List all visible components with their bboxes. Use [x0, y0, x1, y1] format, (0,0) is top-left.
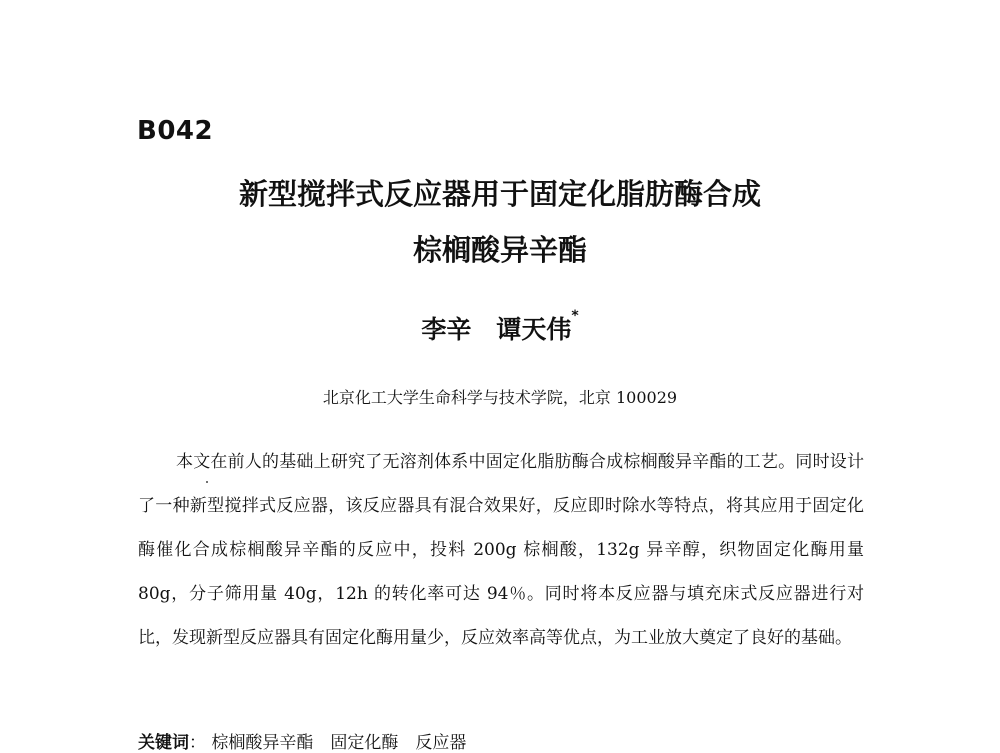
author-list — [0, 310, 1000, 346]
classification-code: B042 — [137, 116, 214, 146]
author-names: 李辛 谭天伟 — [421, 315, 572, 344]
paper-title-line-2: 棕榈酸异辛酯 — [412, 233, 587, 267]
corresponding-author-mark: * — [571, 308, 579, 324]
abstract-paragraph: 本文在前人的基础上研究了无溶剂体系中固定化脂肪酶合成棕榈酸异辛酯的工艺。同时设计了一种新型搅拌式反应器，该反应器具有混合效果好，反应即时除水等特点，将其应用于固定化酶催化合成棕榈酸异辛酯的反应中，投料 200g 棕榈酸，132g 异辛醇，织物固定化酶用量 80g，分子筛用量 40g，12h 的转化率可达 94％。同时将本反应器与填充床式反应器进行对比，发现新型反应器具有固定化酶用量少，反应效率高等优点，为工业放大奠定了良好的基础。 — [138, 452, 864, 648]
scan-speck — [206, 481, 208, 483]
keywords-line: 关键词： 棕榈酸异辛酯 固定化酶 反应器 — [138, 733, 467, 753]
paper-title-line-1: 新型搅拌式反应器用于固定化脂肪酶合成 — [238, 177, 761, 211]
keywords-label: 关键词 — [138, 733, 189, 753]
keywords-terms: 棕榈酸异辛酯 固定化酶 反应器 — [211, 733, 467, 753]
affiliation: 北京化工大学生命科学与技术学院，北京 100029 — [322, 388, 678, 407]
